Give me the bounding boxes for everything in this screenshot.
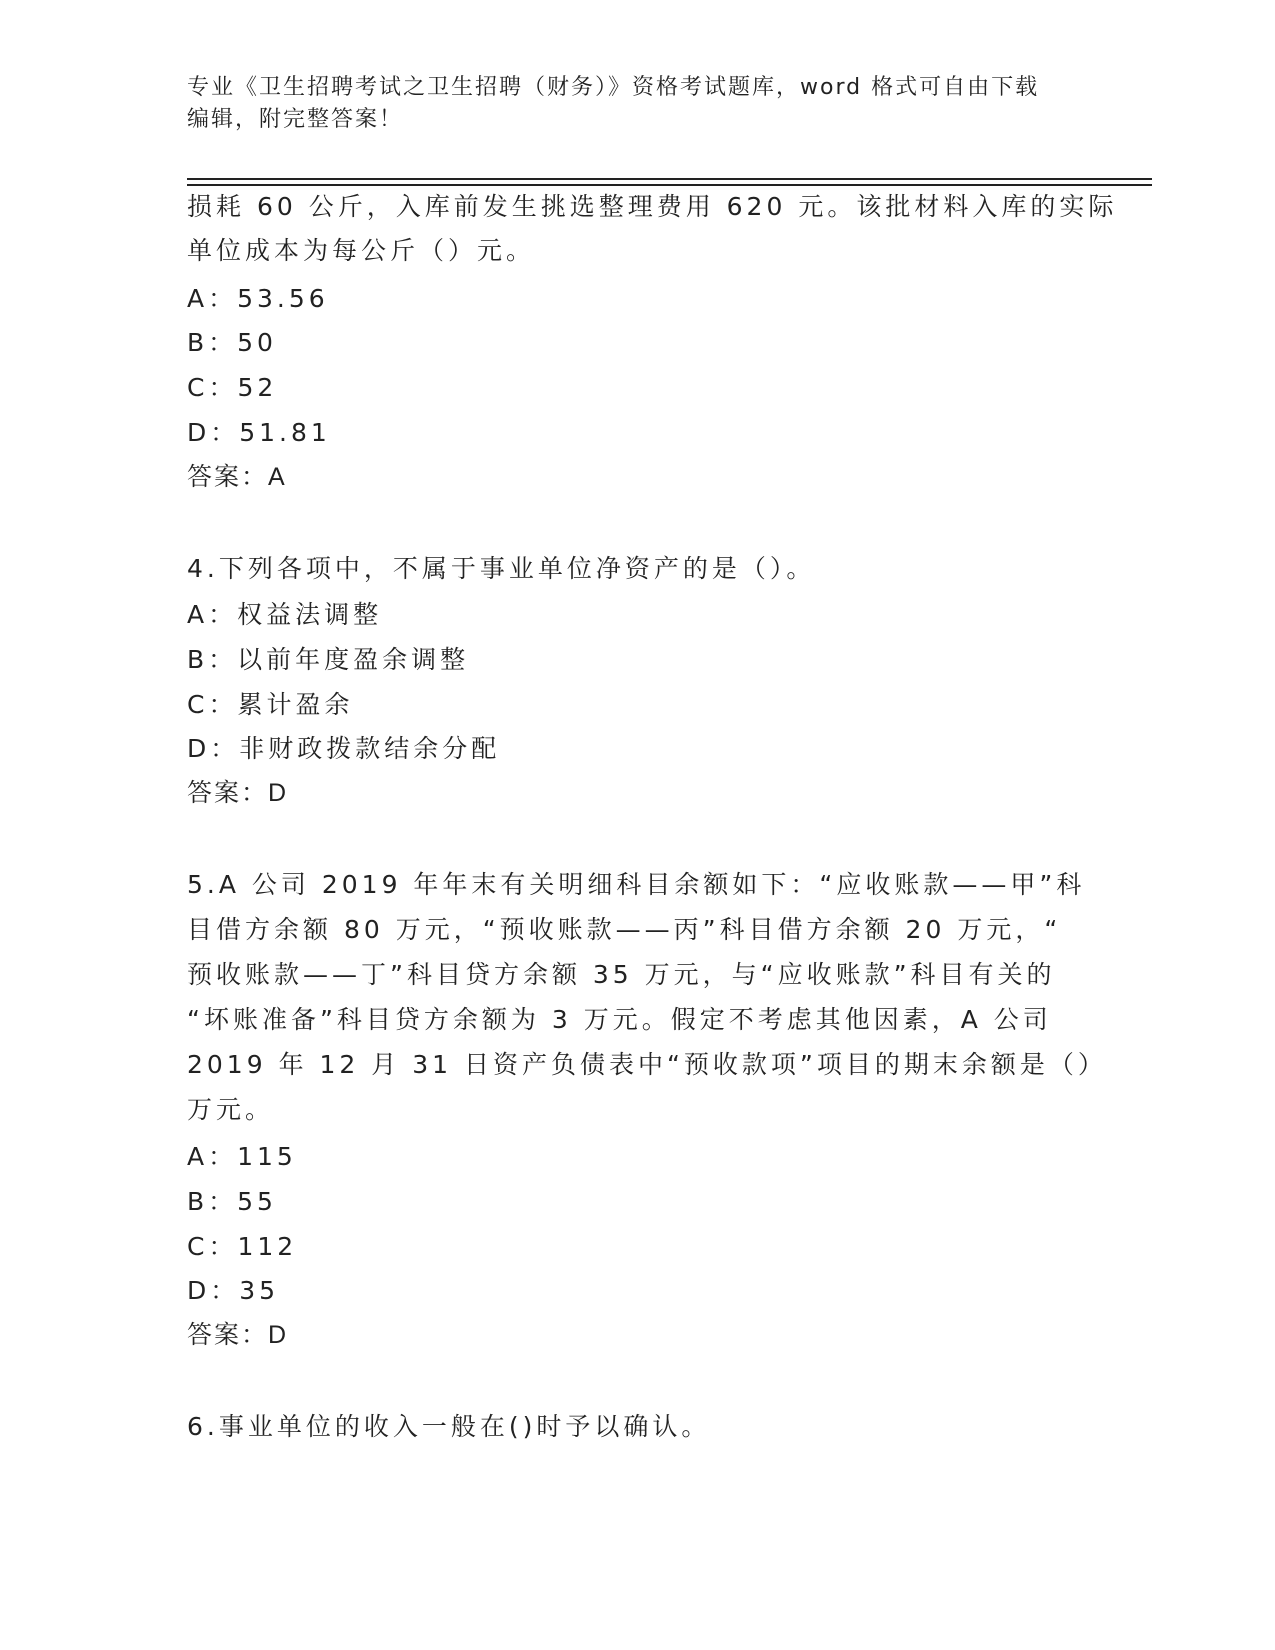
header-divider-bottom (187, 184, 1152, 186)
q4-option-d: D：非财政拨款结余分配 (187, 734, 501, 763)
q5-stem-line-1: 5.A 公司 2019 年年末有关明细科目余额如下：“应收账款——甲”科 (187, 870, 1086, 899)
header-line-2: 编辑，附完整答案！ (187, 107, 404, 132)
header-divider-top (187, 178, 1152, 180)
q3-stem-line-2: 单位成本为每公斤（）元。 (187, 236, 536, 265)
q4-stem: 4.下列各项中，不属于事业单位净资产的是（）。 (187, 554, 816, 583)
q3-option-a: A：53.56 (187, 284, 329, 313)
q5-option-d: D：35 (187, 1276, 280, 1305)
q4-answer: 答案：D (187, 779, 289, 807)
q4-option-b: B：以前年度盈余调整 (187, 645, 470, 674)
q5-stem-line-6: 万元。 (187, 1095, 275, 1124)
header-line-1: 专业《卫生招聘考试之卫生招聘（财务）》资格考试题库，word 格式可自由下载 (187, 75, 1040, 100)
q3-option-b: B：50 (187, 328, 277, 357)
q5-option-c: C：112 (187, 1232, 298, 1261)
q5-stem-line-3: 预收账款——丁”科目贷方余额 35 万元，与“应收账款”科目有关的 (187, 960, 1056, 989)
q3-answer: 答案：A (187, 463, 287, 491)
q5-answer: 答案：D (187, 1321, 289, 1349)
q5-option-a: A：115 (187, 1142, 297, 1171)
q6-stem: 6.事业单位的收入一般在()时予以确认。 (187, 1412, 711, 1441)
q4-option-c: C：累计盈余 (187, 690, 354, 719)
q5-stem-line-4: “坏账准备”科目贷方余额为 3 万元。假定不考虑其他因素，A 公司 (187, 1005, 1052, 1034)
q5-stem-line-5: 2019 年 12 月 31 日资产负债表中“预收款项”项目的期末余额是（） (187, 1050, 1107, 1079)
document-header (187, 72, 1067, 136)
q3-option-d: D：51.81 (187, 418, 331, 447)
q3-stem-line-1: 损耗 60 公斤，入库前发生挑选整理费用 620 元。该批材料入库的实际 (187, 192, 1118, 221)
q5-option-b: B：55 (187, 1187, 277, 1216)
q5-stem-line-2: 目借方余额 80 万元，“预收账款——丙”科目借方余额 20 万元，“ (187, 915, 1062, 944)
q4-option-a: A：权益法调整 (187, 600, 383, 629)
q3-option-c: C：52 (187, 373, 278, 402)
